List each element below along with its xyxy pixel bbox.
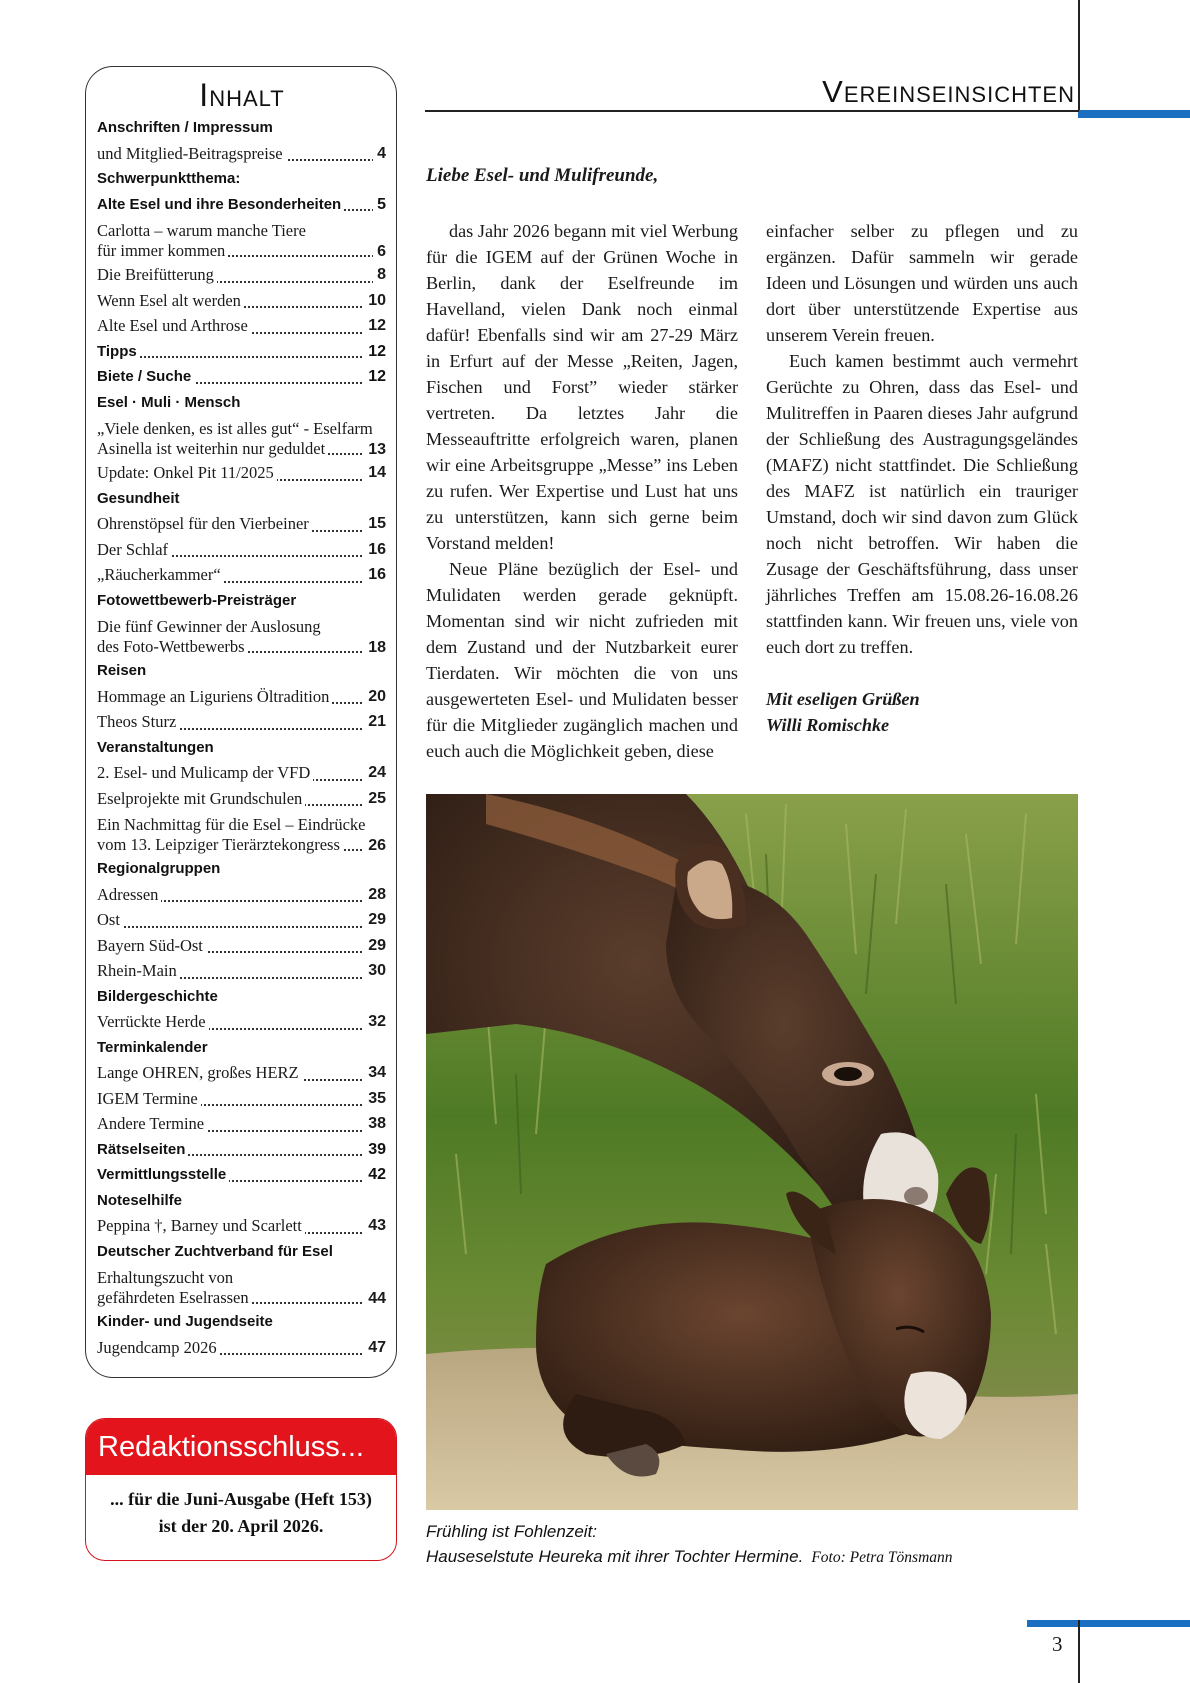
toc-section-heading: Terminkalender bbox=[97, 1038, 208, 1056]
toc-section-heading: Kinder- und Jugendseite bbox=[97, 1313, 273, 1330]
toc-page-number: 8 bbox=[373, 262, 386, 288]
letter-column-1 bbox=[426, 218, 738, 764]
toc-section-heading: Gesundheit bbox=[97, 489, 180, 507]
toc-entry bbox=[97, 511, 386, 537]
letter-column-2 bbox=[766, 218, 1078, 738]
toc-page-number: 29 bbox=[364, 933, 386, 959]
toc-entry-title: Tipps bbox=[97, 343, 140, 360]
section-rule bbox=[425, 110, 1079, 112]
toc-entry bbox=[97, 786, 386, 812]
toc-page-number: 20 bbox=[364, 684, 386, 710]
table-of-contents bbox=[85, 66, 397, 1378]
toc-entry bbox=[97, 1335, 386, 1361]
toc-page-number: 21 bbox=[364, 709, 386, 735]
toc-page-number: 38 bbox=[364, 1111, 386, 1137]
deadline-body bbox=[86, 1475, 396, 1540]
toc-entry bbox=[97, 262, 386, 288]
photo-caption bbox=[426, 1519, 953, 1570]
toc-entry bbox=[97, 562, 386, 588]
toc-section-heading: Regionalgruppen bbox=[97, 860, 221, 877]
toc-entry bbox=[97, 415, 386, 460]
toc-entry bbox=[97, 288, 386, 314]
toc-entry-title: Peppina †, Barney und Scarlett bbox=[97, 1216, 305, 1235]
toc-entry-title: Hommage an Liguriens Öltradition bbox=[97, 687, 332, 706]
page-number: 3 bbox=[1052, 1632, 1063, 1656]
toc-entry-title: Rätselseiten bbox=[97, 1141, 188, 1158]
toc-page-number: 4 bbox=[373, 141, 386, 167]
toc-page-number: 13 bbox=[364, 440, 386, 460]
toc-section-heading: Deutscher Zuchtverband für Esel bbox=[97, 1242, 333, 1260]
toc-section-heading: Noteselhilfe bbox=[97, 1191, 183, 1209]
toc-entry-title: Verrückte Herde bbox=[97, 1012, 209, 1031]
deadline-line-2: ist der 20. April 2026. bbox=[158, 1516, 324, 1536]
toc-entry-title: Theos Sturz bbox=[97, 712, 179, 731]
toc-section-heading: Anschriften / Impressum bbox=[97, 119, 273, 136]
toc-entry bbox=[97, 709, 386, 735]
letter-paragraph: einfacher selber zu pflegen und zu ergänzen. Dafür sammeln wir gerade Ideen und Lösungen und würden uns auch dort über unterstützende Expertise aus unserem Verein freuen. bbox=[766, 221, 1078, 345]
toc-page-number: 30 bbox=[364, 958, 386, 984]
toc-entry-title-line-2: gefährdeten Eselrassen bbox=[97, 1288, 252, 1307]
toc-entry-title: Rhein-Main bbox=[97, 961, 180, 980]
toc-entry-title-line-2: des Foto-Wettbewerbs bbox=[97, 637, 248, 656]
toc-entry-title-line-2: Asinella ist weiterhin nur geduldet bbox=[97, 439, 328, 458]
toc-page-number: 32 bbox=[364, 1009, 386, 1035]
toc-page-number: 24 bbox=[364, 760, 386, 786]
toc-entry-title: Lange OHREN, großes HERZ bbox=[97, 1063, 302, 1082]
toc-page-number: 44 bbox=[364, 1289, 386, 1309]
bottom-margin-rule bbox=[1078, 1620, 1080, 1683]
toc-page-number: 18 bbox=[364, 638, 386, 658]
letter-paragraph: Neue Pläne bezüglich der Esel- und Mulidaten werden gerade geknüpft. Momentan sind wir nicht zufrieden mit dem Zustand und der Nutzbarkeit eurer Tierdaten. Wir möchten die von uns ausgewerteten Esel- und Mulidaten besser für die Mitglieder zugänglich machen und euch auch die Möglichkeit geben, diese bbox=[426, 559, 738, 761]
toc-section-heading: Reisen bbox=[97, 662, 147, 679]
toc-page-number: 28 bbox=[364, 882, 386, 908]
toc-page-number: 12 bbox=[364, 364, 386, 390]
toc-entry-title: IGEM Termine bbox=[97, 1089, 201, 1108]
toc-page-number: 29 bbox=[364, 907, 386, 933]
toc-entry bbox=[97, 907, 386, 933]
toc-entry-title: Ohrenstöpsel für den Vierbeiner bbox=[97, 514, 312, 533]
toc-entry bbox=[97, 460, 386, 486]
toc-page-number: 47 bbox=[364, 1335, 386, 1361]
top-margin-rule bbox=[1078, 0, 1080, 112]
toc-entry bbox=[97, 1060, 386, 1086]
toc-entry-title: Update: Onkel Pit 11/2025 bbox=[97, 463, 277, 482]
letter-signature-name: Willi Romischke bbox=[766, 715, 890, 735]
caption-line-2 bbox=[426, 1544, 953, 1570]
toc-entry-title: Carlotta – warum manche Tiere bbox=[97, 221, 306, 240]
toc-section-entry bbox=[97, 1162, 386, 1188]
toc-entry-title: Der Schlaf bbox=[97, 540, 171, 559]
toc-section-heading: Fotowettbewerb-Preisträger bbox=[97, 591, 297, 609]
toc-list bbox=[97, 115, 386, 1360]
toc-entry bbox=[97, 1264, 386, 1309]
toc-page-number: 15 bbox=[364, 511, 386, 537]
caption-text: Hauseselstute Heureka mit ihrer Tochter Hermine. bbox=[426, 1547, 804, 1566]
toc-entry-title: Alte Esel und ihre Besonderheiten bbox=[97, 196, 344, 213]
toc-entry-title: Die fünf Gewinner der Auslosung bbox=[97, 617, 321, 636]
donkey-photo bbox=[426, 794, 1078, 1510]
toc-section-heading: Esel · Muli · Mensch bbox=[97, 393, 241, 411]
toc-entry bbox=[97, 882, 386, 908]
toc-entry-title: und Mitglied-Beitragspreise bbox=[97, 144, 286, 163]
toc-page-number: 34 bbox=[364, 1060, 386, 1086]
toc-page-number: 10 bbox=[364, 288, 386, 314]
toc-page-number: 5 bbox=[373, 192, 386, 218]
deadline-line-1: ... für die Juni-Ausgabe (Heft 153) bbox=[110, 1489, 372, 1509]
toc-page-number: 16 bbox=[364, 562, 386, 588]
toc-page-number: 35 bbox=[364, 1086, 386, 1112]
toc-entry bbox=[97, 684, 386, 710]
toc-entry-title-line-2: für immer kommen bbox=[97, 241, 228, 260]
toc-page-number: 25 bbox=[364, 786, 386, 812]
top-blue-bar bbox=[1078, 110, 1190, 118]
toc-section-heading: Schwerpunktthema: bbox=[97, 170, 241, 187]
photo-credit: Foto: Petra Tönsmann bbox=[811, 1549, 953, 1566]
toc-entry bbox=[97, 613, 386, 658]
section-title: Vereinseinsichten bbox=[822, 74, 1075, 109]
toc-entry-title: Jugendcamp 2026 bbox=[97, 1338, 220, 1357]
toc-entry-title: Erhaltungszucht von bbox=[97, 1268, 234, 1287]
deadline-title: Redaktionsschluss... bbox=[86, 1419, 396, 1475]
toc-entry bbox=[97, 1086, 386, 1112]
toc-entry bbox=[97, 141, 386, 167]
toc-entry-title: Ost bbox=[97, 910, 123, 929]
toc-entry bbox=[97, 933, 386, 959]
toc-entry-title: Biete / Suche bbox=[97, 368, 194, 385]
letter-signature-line-1: Mit eseligen Grüßen bbox=[766, 689, 920, 709]
bottom-blue-bar bbox=[1027, 1620, 1190, 1627]
deadline-box bbox=[85, 1418, 397, 1561]
toc-entry bbox=[97, 811, 386, 856]
toc-entry-title: Bayern Süd-Ost bbox=[97, 936, 206, 955]
toc-entry bbox=[97, 313, 386, 339]
toc-page-number: 43 bbox=[364, 1213, 386, 1239]
toc-entry-title: Andere Termine bbox=[97, 1114, 207, 1133]
toc-section-entry bbox=[97, 339, 386, 365]
toc-page-number: 42 bbox=[364, 1162, 386, 1188]
toc-section-heading: Bildergeschichte bbox=[97, 987, 218, 1005]
toc-page-number: 39 bbox=[364, 1137, 386, 1163]
toc-section-entry bbox=[97, 1137, 386, 1163]
toc-entry-title: Vermittlungsstelle bbox=[97, 1166, 229, 1183]
toc-entry-title: Adressen bbox=[97, 885, 161, 904]
toc-page-number: 26 bbox=[364, 836, 386, 856]
toc-entry bbox=[97, 1009, 386, 1035]
toc-entry-title: Die Breifütterung bbox=[97, 265, 217, 284]
toc-title: Inhalt bbox=[199, 77, 285, 113]
toc-entry bbox=[97, 217, 386, 262]
toc-page-number: 16 bbox=[364, 537, 386, 563]
toc-entry-title: 2. Esel- und Mulicamp der VFD bbox=[97, 763, 313, 782]
toc-page-number: 14 bbox=[364, 460, 386, 486]
toc-entry-title: Eselprojekte mit Grundschulen bbox=[97, 789, 305, 808]
toc-section-heading: Veranstaltungen bbox=[97, 738, 214, 756]
letter-greeting: Liebe Esel- und Mulifreunde, bbox=[426, 165, 659, 186]
caption-line-1: Frühling ist Fohlenzeit: bbox=[426, 1522, 598, 1541]
toc-page-number: 12 bbox=[364, 313, 386, 339]
toc-entry bbox=[97, 760, 386, 786]
letter-paragraph: Euch kamen bestimmt auch vermehrt Gerüchte zu Ohren, dass das Esel- und Mulitreffen in Paaren dieses Jahr aufgrund der Schließung des Austragungsgeländes (MAFZ) nicht stattfindet. Die Schließung des MAFZ ist natürlich ein trauriger Umstand, doch wir sind davon zum Glück noch nicht betroffen. Wir haben die Zusage der Geschäftsführung, dass unser jährliches Treffen am 15.08.26-16.08.26 stattfinden kann. Wir freuen uns, viele von euch dort zu treffen. bbox=[766, 351, 1078, 657]
letter-paragraph: das Jahr 2026 begann mit viel Werbung für die IGEM auf der Grünen Woche in Berlin, dank der Eselfreunde im Havelland, vielen Dank noch einmal dafür! Ebenfalls sind wir am 27-29 März in Erfurt auf der Messe „Reiten, Jagen, Fischen und Forst” wieder stärker vertreten. Da letztes Jahr die Messeauftritte erfolgreich waren, planen wir eine Arbeitsgruppe „Messe” ins Leben zu rufen. Wer Expertise und Lust hat uns zu unterstützen, kann sich gerne beim Vorstand melden! bbox=[426, 221, 738, 553]
toc-entry-title: „Räucherkammer“ bbox=[97, 565, 224, 584]
toc-entry bbox=[97, 1111, 386, 1137]
toc-entry-title: „Viele denken, es ist alles gut“ - Eselfarm bbox=[97, 419, 373, 438]
toc-page-number: 6 bbox=[373, 242, 386, 262]
toc-entry bbox=[97, 958, 386, 984]
toc-page-number: 12 bbox=[364, 339, 386, 365]
toc-section-entry bbox=[97, 364, 386, 390]
toc-entry bbox=[97, 1213, 386, 1239]
toc-entry-title-line-2: vom 13. Leipziger Tierärztekongress bbox=[97, 835, 343, 854]
toc-entry-title: Wenn Esel alt werden bbox=[97, 291, 244, 310]
toc-entry bbox=[97, 537, 386, 563]
toc-section-entry bbox=[97, 192, 386, 218]
toc-entry-title: Ein Nachmittag für die Esel – Eindrücke bbox=[97, 815, 366, 834]
toc-entry-title: Alte Esel und Arthrose bbox=[97, 316, 251, 335]
